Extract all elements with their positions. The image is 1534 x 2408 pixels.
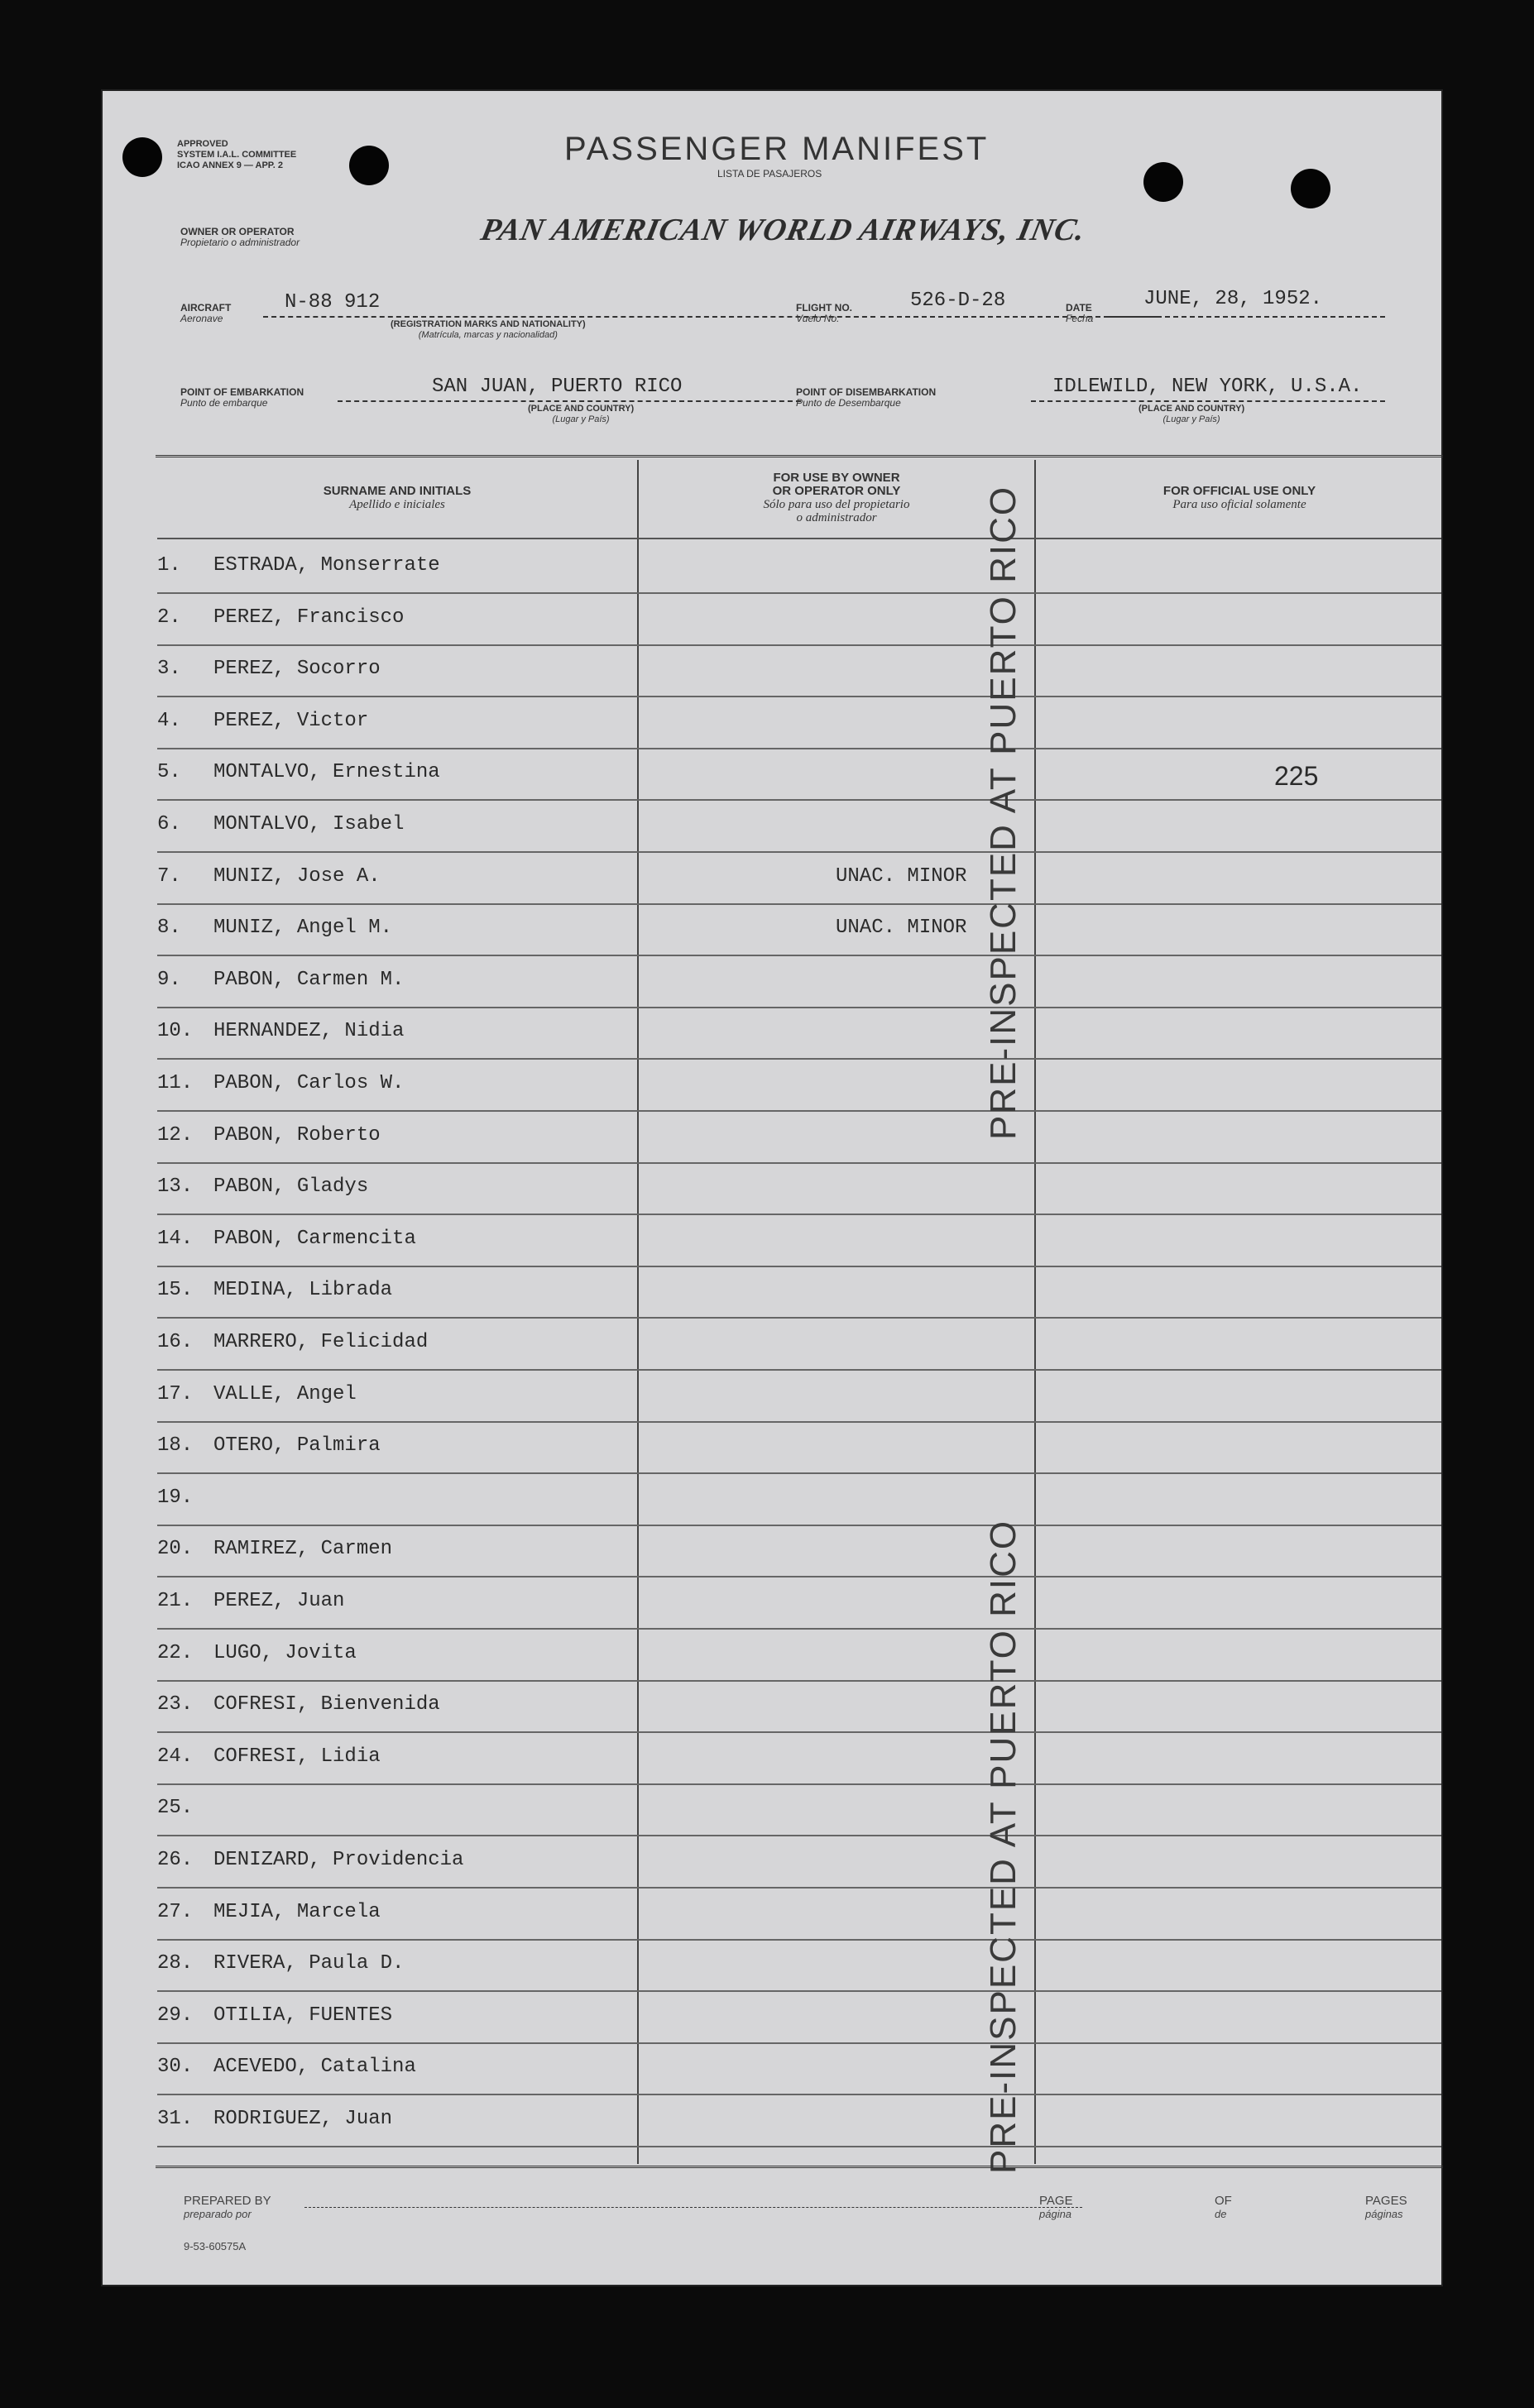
table-row: [157, 1525, 1441, 1577]
col1-label-es: Apellido e iniciales: [349, 498, 445, 511]
prepared-by: [184, 2194, 271, 2220]
table-row: [157, 1007, 1441, 1060]
col3-label: FOR OFFICIAL USE ONLY: [1162, 484, 1316, 498]
passenger-name: RODRIGUEZ, Juan: [213, 2108, 393, 2130]
passenger-name: RIVERA, Paula D.: [213, 1952, 405, 1975]
row-number: 14.: [157, 1227, 194, 1250]
embark-caption-es: (Lugar y País): [552, 414, 610, 424]
col2-label-es: o administrador: [796, 511, 877, 524]
passenger-name: MUNIZ, Angel M.: [213, 917, 393, 940]
row-number: 24.: [157, 1745, 194, 1768]
aircraft-caption-es: (Matrícula, marcas y nacionalidad): [418, 330, 558, 340]
row-number: 5.: [157, 761, 181, 784]
row-number: 28.: [157, 1952, 194, 1975]
disembark-label-en: POINT OF DISEMBARKATION: [796, 386, 937, 398]
row-number: 9.: [157, 968, 181, 991]
aircraft-label-es: Aeronave: [180, 313, 223, 324]
punch-hole: [1143, 162, 1183, 202]
passenger-name: MARRERO, Felicidad: [213, 1331, 429, 1353]
of-label: [1215, 2194, 1232, 2220]
table-row: [157, 1732, 1441, 1785]
table-row: [157, 1421, 1441, 1474]
row-number: 18.: [157, 1434, 194, 1458]
owner-label-es: Propietario o administrador: [180, 237, 300, 248]
owner-note: UNAC. MINOR: [836, 864, 967, 888]
prepared-by-label-es: preparado por: [184, 2208, 252, 2220]
row-number: 11.: [157, 1072, 194, 1094]
row-number: 29.: [157, 2003, 194, 2027]
manifest-sheet: [101, 89, 1443, 2286]
owner-note: UNAC. MINOR: [836, 917, 967, 940]
passenger-name: MUNIZ, Jose A.: [213, 864, 381, 888]
pre-inspection-stamp: PRE-INSPECTED AT PUERTO RICO: [983, 485, 1023, 1140]
row-number: 13.: [157, 1175, 194, 1199]
table-row: [157, 697, 1441, 749]
table-row: [157, 2042, 1441, 2095]
row-number: 12.: [157, 1123, 194, 1147]
embark-caption-en: (PLACE AND COUNTRY): [528, 404, 635, 414]
pages-label-en: PAGES: [1365, 2194, 1407, 2208]
airline-name: PAN AMERICAN WORLD AIRWAYS, INC.: [477, 213, 1090, 247]
row-number: 31.: [157, 2108, 194, 2130]
date-rule: [1107, 316, 1385, 318]
date-value: JUNE, 28, 1952.: [1143, 288, 1323, 310]
date-label-es: Fecha: [1066, 313, 1094, 324]
owner-label: [180, 227, 300, 248]
header-bottom-rule: [157, 538, 1441, 539]
table-row: [157, 1111, 1441, 1164]
passenger-name: PABON, Gladys: [213, 1175, 369, 1199]
disembark-caption-es: (Lugar y País): [1162, 414, 1220, 424]
approval-block: [177, 139, 296, 171]
embark-rule: [338, 400, 801, 402]
embark-label-es: Punto de embarque: [180, 397, 268, 409]
approval-line: ICAO ANNEX 9 — APP. 2: [177, 160, 283, 170]
row-number: 16.: [157, 1331, 194, 1353]
row-number: 27.: [157, 1900, 194, 1923]
official-note: 225: [1274, 761, 1319, 792]
passenger-name: MONTALVO, Ernestina: [213, 761, 440, 784]
page-label-en: PAGE: [1039, 2194, 1073, 2208]
table-row: [157, 1783, 1441, 1836]
row-number: 3.: [157, 658, 181, 681]
of-label-es: de: [1215, 2208, 1227, 2220]
passenger-name: ACEVEDO, Catalina: [213, 2056, 416, 2079]
page-label-es: página: [1039, 2208, 1072, 2220]
prepared-by-rule: [304, 2207, 1082, 2208]
table-row: [157, 955, 1441, 1008]
passenger-name: PABON, Carlos W.: [213, 1072, 405, 1094]
row-number: 8.: [157, 917, 181, 940]
col1-label: SURNAME AND INITIALS: [323, 484, 472, 498]
row-number: 15.: [157, 1279, 194, 1302]
passenger-name: PEREZ, Socorro: [213, 658, 381, 681]
punch-hole: [1291, 169, 1330, 208]
embark-value: SAN JUAN, PUERTO RICO: [432, 376, 683, 398]
col3-label-es: Para uso oficial solamente: [1172, 498, 1306, 511]
row-number: 1.: [157, 554, 181, 577]
table-row: [157, 1059, 1441, 1112]
table-bottom-rule: [156, 2166, 1443, 2168]
table-row: [157, 1577, 1441, 1630]
row-number: 23.: [157, 1693, 194, 1716]
punch-hole: [349, 146, 389, 185]
row-number: 6.: [157, 813, 181, 835]
punch-hole: [122, 137, 162, 177]
passenger-name: MONTALVO, Isabel: [213, 813, 405, 835]
table-row: [157, 1939, 1441, 1992]
prepared-by-label: PREPARED BY: [184, 2194, 271, 2208]
flight-label-es: Vuelo No.: [796, 313, 840, 324]
table-row: [157, 1473, 1441, 1526]
table-row: [157, 1162, 1441, 1215]
row-number: 2.: [157, 606, 181, 629]
table-row: [157, 800, 1441, 853]
table-row: [157, 903, 1441, 956]
aircraft-label: [180, 303, 231, 324]
approval-line: APPROVED: [177, 139, 228, 149]
date-label: [1066, 303, 1093, 324]
table-row: [157, 1629, 1441, 1682]
passenger-name: PEREZ, Juan: [213, 1590, 345, 1612]
passenger-name: PABON, Carmen M.: [213, 968, 405, 991]
passenger-name: MEJIA, Marcela: [213, 1900, 381, 1923]
aircraft-label-en: AIRCRAFT: [180, 302, 232, 314]
passenger-name: MEDINA, Librada: [213, 1279, 393, 1302]
disembark-caption-en: (PLACE AND COUNTRY): [1139, 404, 1245, 414]
of-label-en: OF: [1215, 2194, 1232, 2208]
date-label-en: DATE: [1066, 302, 1092, 314]
pages-label-es: páginas: [1365, 2208, 1403, 2220]
form-subtitle: LISTA DE PASAJEROS: [717, 168, 822, 180]
owner-label-en: OWNER OR OPERATOR: [180, 226, 295, 237]
column-header-surname: [157, 485, 637, 511]
table-row: [157, 593, 1441, 646]
column-header-owner: [639, 472, 1034, 524]
page-label: [1039, 2194, 1073, 2220]
table-row: [157, 2094, 1441, 2147]
pre-inspection-stamp: PRE-INSPECTED AT PUERTO RICO: [983, 1519, 1023, 2174]
pages-label: [1365, 2194, 1407, 2220]
aircraft-value: N-88 912: [285, 291, 381, 314]
passenger-name: PABON, Roberto: [213, 1123, 381, 1147]
table-row: [157, 852, 1441, 905]
row-number: 22.: [157, 1641, 194, 1664]
aircraft-caption-en: (REGISTRATION MARKS AND NATIONALITY): [391, 319, 586, 329]
col2-label-line: OR OPERATOR ONLY: [772, 484, 901, 498]
passenger-name: OTERO, Palmira: [213, 1434, 381, 1458]
table-row: [157, 1836, 1441, 1889]
passenger-name: ESTRADA, Monserrate: [213, 554, 440, 577]
row-number: 7.: [157, 864, 181, 888]
table-row: [157, 1214, 1441, 1267]
embark-label-en: POINT OF EMBARKATION: [180, 386, 304, 398]
flight-label-en: FLIGHT NO.: [796, 302, 852, 314]
column-header-official: [1036, 485, 1443, 511]
disembark-label: [796, 387, 936, 409]
table-row: [157, 1370, 1441, 1423]
row-number: 4.: [157, 709, 181, 732]
table-row: [157, 1266, 1441, 1319]
table-row: [157, 541, 1441, 594]
passenger-name: PEREZ, Victor: [213, 709, 369, 732]
table-row: [157, 1680, 1441, 1733]
row-number: 10.: [157, 1020, 194, 1043]
form-number: 9-53-60575A: [184, 2240, 247, 2252]
passenger-name: VALLE, Angel: [213, 1382, 357, 1405]
aircraft-caption: [391, 319, 586, 341]
passenger-name: COFRESI, Lidia: [213, 1745, 381, 1768]
passenger-name: COFRESI, Bienvenida: [213, 1693, 440, 1716]
table-row: [157, 748, 1441, 801]
passenger-name: RAMIREZ, Carmen: [213, 1538, 393, 1561]
form-title: PASSENGER MANIFEST: [564, 131, 990, 167]
row-number: 25.: [157, 1797, 194, 1820]
aircraft-rule: [263, 316, 875, 318]
disembark-value: IDLEWILD, NEW YORK, U.S.A.: [1052, 376, 1363, 398]
approval-line: SYSTEM I.A.L. COMMITTEE: [177, 150, 297, 160]
row-number: 30.: [157, 2056, 194, 2079]
row-number: 19.: [157, 1486, 194, 1509]
passenger-name: DENIZARD, Providencia: [213, 1849, 464, 1871]
disembark-rule: [1031, 400, 1385, 402]
passenger-name: PABON, Carmencita: [213, 1227, 416, 1250]
disembark-label-es: Punto de Desembarque: [796, 397, 901, 409]
passenger-name: LUGO, Jovita: [213, 1641, 357, 1664]
table-row: [157, 1991, 1441, 2044]
embark-caption: [528, 404, 634, 425]
passenger-name: PEREZ, Francisco: [213, 606, 405, 629]
row-number: 21.: [157, 1590, 194, 1612]
disembark-caption: [1139, 404, 1244, 425]
flight-label: [796, 303, 852, 324]
table-row: [157, 1318, 1441, 1371]
table-top-rule: [156, 455, 1443, 457]
flight-value: 526-D-28: [910, 290, 1006, 312]
row-number: 17.: [157, 1382, 194, 1405]
passenger-name: OTILIA, FUENTES: [213, 2003, 393, 2027]
row-number: 20.: [157, 1538, 194, 1561]
passenger-name: HERNANDEZ, Nidia: [213, 1020, 405, 1043]
embark-label: [180, 387, 304, 409]
col2-label-es: Sólo para uso del propietario: [763, 498, 910, 511]
row-number: 26.: [157, 1849, 194, 1871]
table-row: [157, 644, 1441, 697]
table-row: [157, 1888, 1441, 1941]
col2-label-line: FOR USE BY OWNER: [773, 471, 900, 485]
